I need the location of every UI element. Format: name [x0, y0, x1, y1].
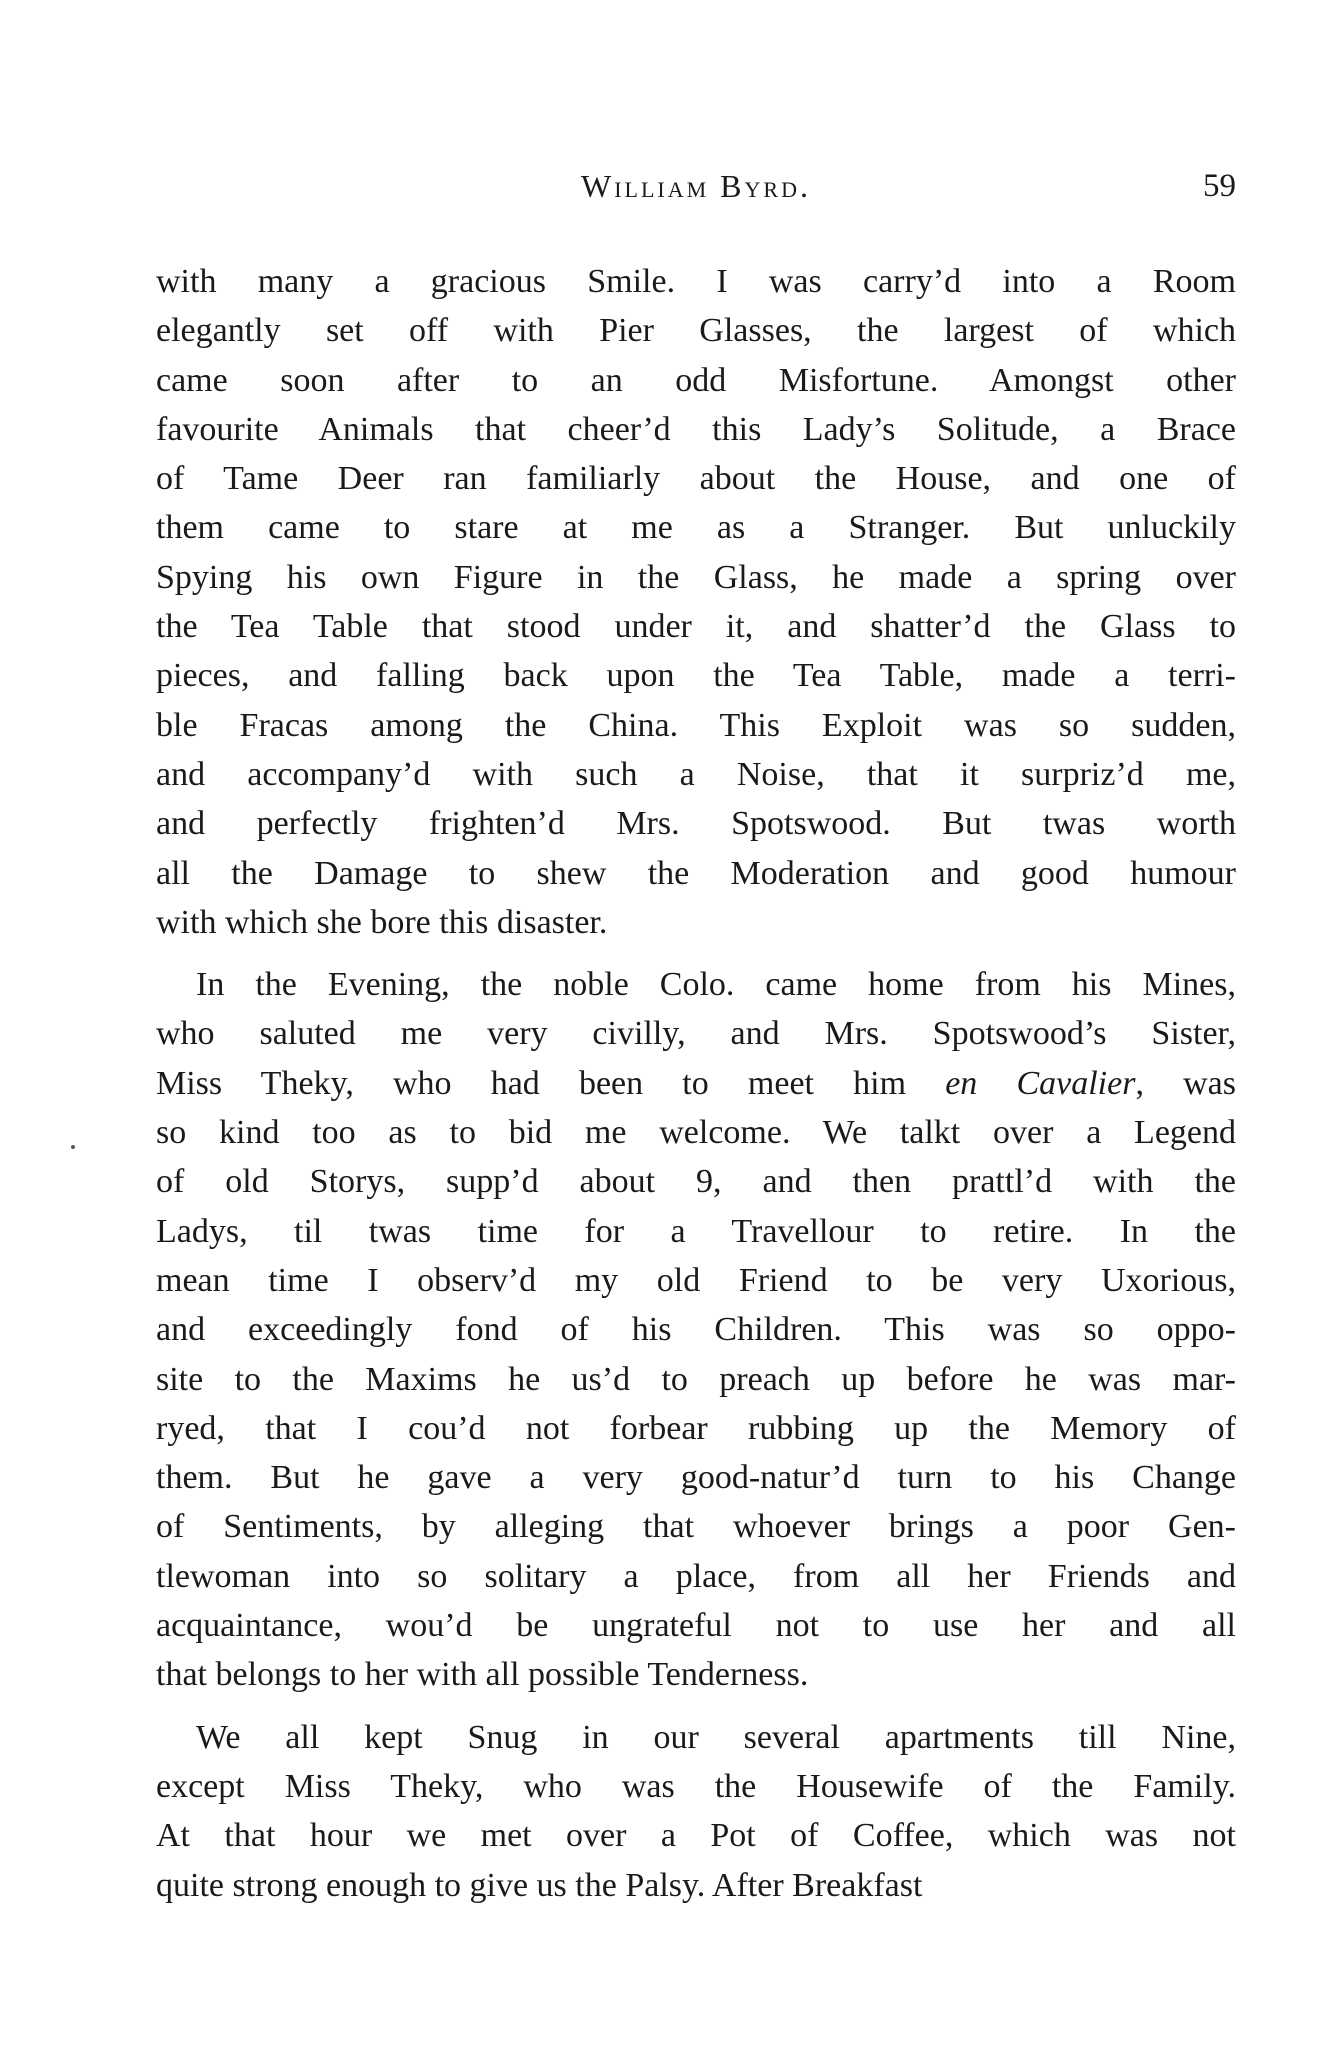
text-line: In the Evening, the noble Colo. came home from his Mines, [196, 966, 1236, 1004]
text-line: so kind too as to bid me welcome. We talkt over a Legend [156, 1114, 1236, 1152]
margin-speck [71, 1145, 75, 1149]
text-line: site to the Maxims he us’d to preach up before he was mar- [156, 1360, 1236, 1398]
text-line: all the Damage to shew the Moderation and good humour [156, 854, 1236, 892]
text-line: with many a gracious Smile. I was carry’d into a Room [156, 263, 1236, 300]
text-line: that belongs to her with all possible Tenderness. [156, 1656, 809, 1694]
text-line: the Tea Table that stood under it, and shatter’d the Glass to [156, 608, 1236, 646]
text-line: We all kept Snug in our several apartments till Nine, [196, 1718, 1236, 1756]
paragraph [156, 960, 1236, 1699]
paragraph [156, 257, 1236, 947]
text-line: Spying his own Figure in the Glass, he made a spring over [156, 558, 1236, 596]
text-line: acquaintance, wou’d be ungrateful not to use her and all [156, 1607, 1236, 1645]
text-line: and exceedingly fond of his Children. This was so oppo- [156, 1311, 1236, 1349]
text-line: pieces, and falling back upon the Tea Table, made a terri- [156, 657, 1236, 695]
paragraph-gap [156, 947, 1236, 960]
text-line: with which she bore this disaster. [156, 903, 608, 941]
text-line: and accompany’d with such a Noise, that it surpriz’d me, [156, 755, 1236, 793]
running-head [156, 168, 1236, 212]
text-segment: Miss Theky, who had been to meet him [156, 1064, 946, 1102]
paragraph [156, 1713, 1236, 1910]
text-line: favourite Animals that cheer’d this Lady’s Solitude, a Brace [156, 410, 1236, 448]
text-line: and perfectly frighten’d Mrs. Spotswood. But twas worth [156, 805, 1236, 843]
text-line: ble Fracas among the China. This Exploit was so sudden, [156, 706, 1236, 744]
text-line: of old Storys, supp’d about 9, and then prattl’d with the [156, 1163, 1236, 1201]
text-segment: , was [1135, 1064, 1236, 1102]
text-line: who saluted me very civilly, and Mrs. Spotswood’s Sister, [156, 1015, 1236, 1053]
text-line: except Miss Theky, who was the Housewife of the Family. [156, 1767, 1236, 1805]
page-number: 59 [1203, 168, 1236, 204]
running-title: William Byrd. [581, 168, 811, 204]
text-line: of Tame Deer ran familiarly about the House, and one of [156, 460, 1236, 498]
text-line: them came to stare at me as a Stranger. But unluckily [156, 509, 1236, 547]
italic-phrase: en Cavalier [945, 1064, 1136, 1102]
body-text [156, 257, 1236, 1910]
paragraph-gap [156, 1700, 1236, 1713]
text-line: quite strong enough to give us the Palsy. After Breakfast [156, 1866, 923, 1904]
text-line: came soon after to an odd Misfortune. Amongst other [156, 361, 1236, 399]
text-line: At that hour we met over a Pot of Coffee, which was not [156, 1817, 1236, 1855]
text-line [156, 1059, 1236, 1108]
text-line: mean time I observ’d my old Friend to be very Uxorious, [156, 1261, 1236, 1299]
text-line: of Sentiments, by alleging that whoever brings a poor Gen- [156, 1508, 1236, 1546]
text-line: elegantly set off with Pier Glasses, the largest of which [156, 312, 1236, 350]
text-line: ryed, that I cou’d not forbear rubbing up the Memory of [156, 1409, 1236, 1447]
text-line: tlewoman into so solitary a place, from all her Friends and [156, 1557, 1236, 1595]
text-line: Ladys, til twas time for a Travellour to retire. In the [156, 1212, 1236, 1250]
text-line: them. But he gave a very good-natur’d turn to his Change [156, 1459, 1236, 1497]
